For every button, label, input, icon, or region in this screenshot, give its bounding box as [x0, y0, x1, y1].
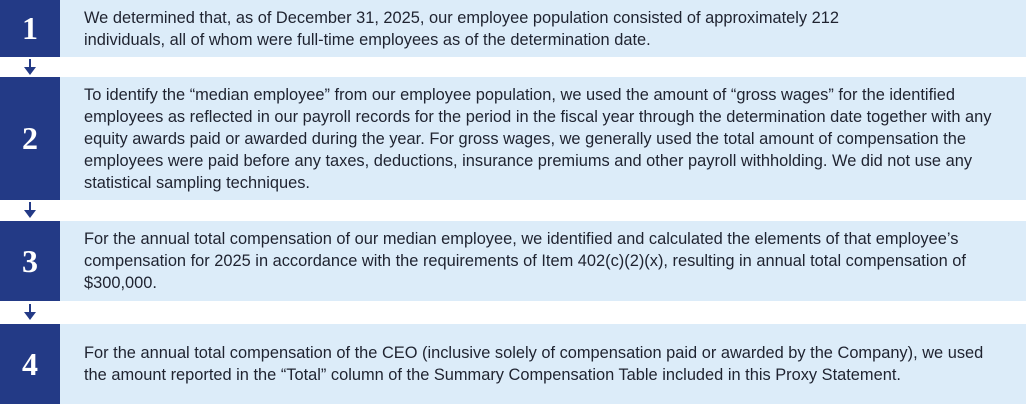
step-number: 2	[0, 77, 60, 200]
down-arrow-icon	[24, 304, 36, 320]
down-arrow-icon	[24, 202, 36, 218]
step-4	[0, 324, 1026, 404]
step-number: 1	[0, 0, 60, 57]
step-number: 4	[0, 324, 60, 404]
step-text-box	[60, 324, 1026, 404]
step-2	[0, 77, 1026, 200]
down-arrow-icon	[24, 59, 36, 75]
step-text: We determined that, as of December 31, 2025, our employee population consisted of approximately 212 individuals, all of whom were full-time employees as of the determination date.	[84, 8, 840, 49]
step-text: For the annual total compensation of the CEO (inclusive solely of compensation paid or awarded by the Company), we used the amount reported in the “Total” column of the Summary Compensation Table included in this Proxy Statement.	[84, 344, 984, 384]
step-text: For the annual total compensation of our median employee, we identified and calculated the elements of that employee’s compensation for 2025 in accordance with the requirements of Item 402(c)(2)(x), resulting in annual total compensation of $300,000.	[84, 230, 966, 292]
step-text-box	[60, 0, 1026, 57]
step-text-box	[60, 221, 1026, 301]
step-text-box	[60, 77, 1026, 200]
step-number: 3	[0, 221, 60, 301]
step-1	[0, 0, 1026, 57]
step-text: To identify the “median employee” from our employee population, we used the amount of “gross wages” for the identified employees as reflected in our payroll records for the period in the fiscal year through the determination date together with any equity awards paid or awarded during the year. For gross wages, we generally used the total amount of compensation the employees were paid before any taxes, deductions, insurance premiums and other payroll withholding. We did not use any statistical sampling techniques.	[84, 85, 992, 192]
step-3	[0, 221, 1026, 301]
